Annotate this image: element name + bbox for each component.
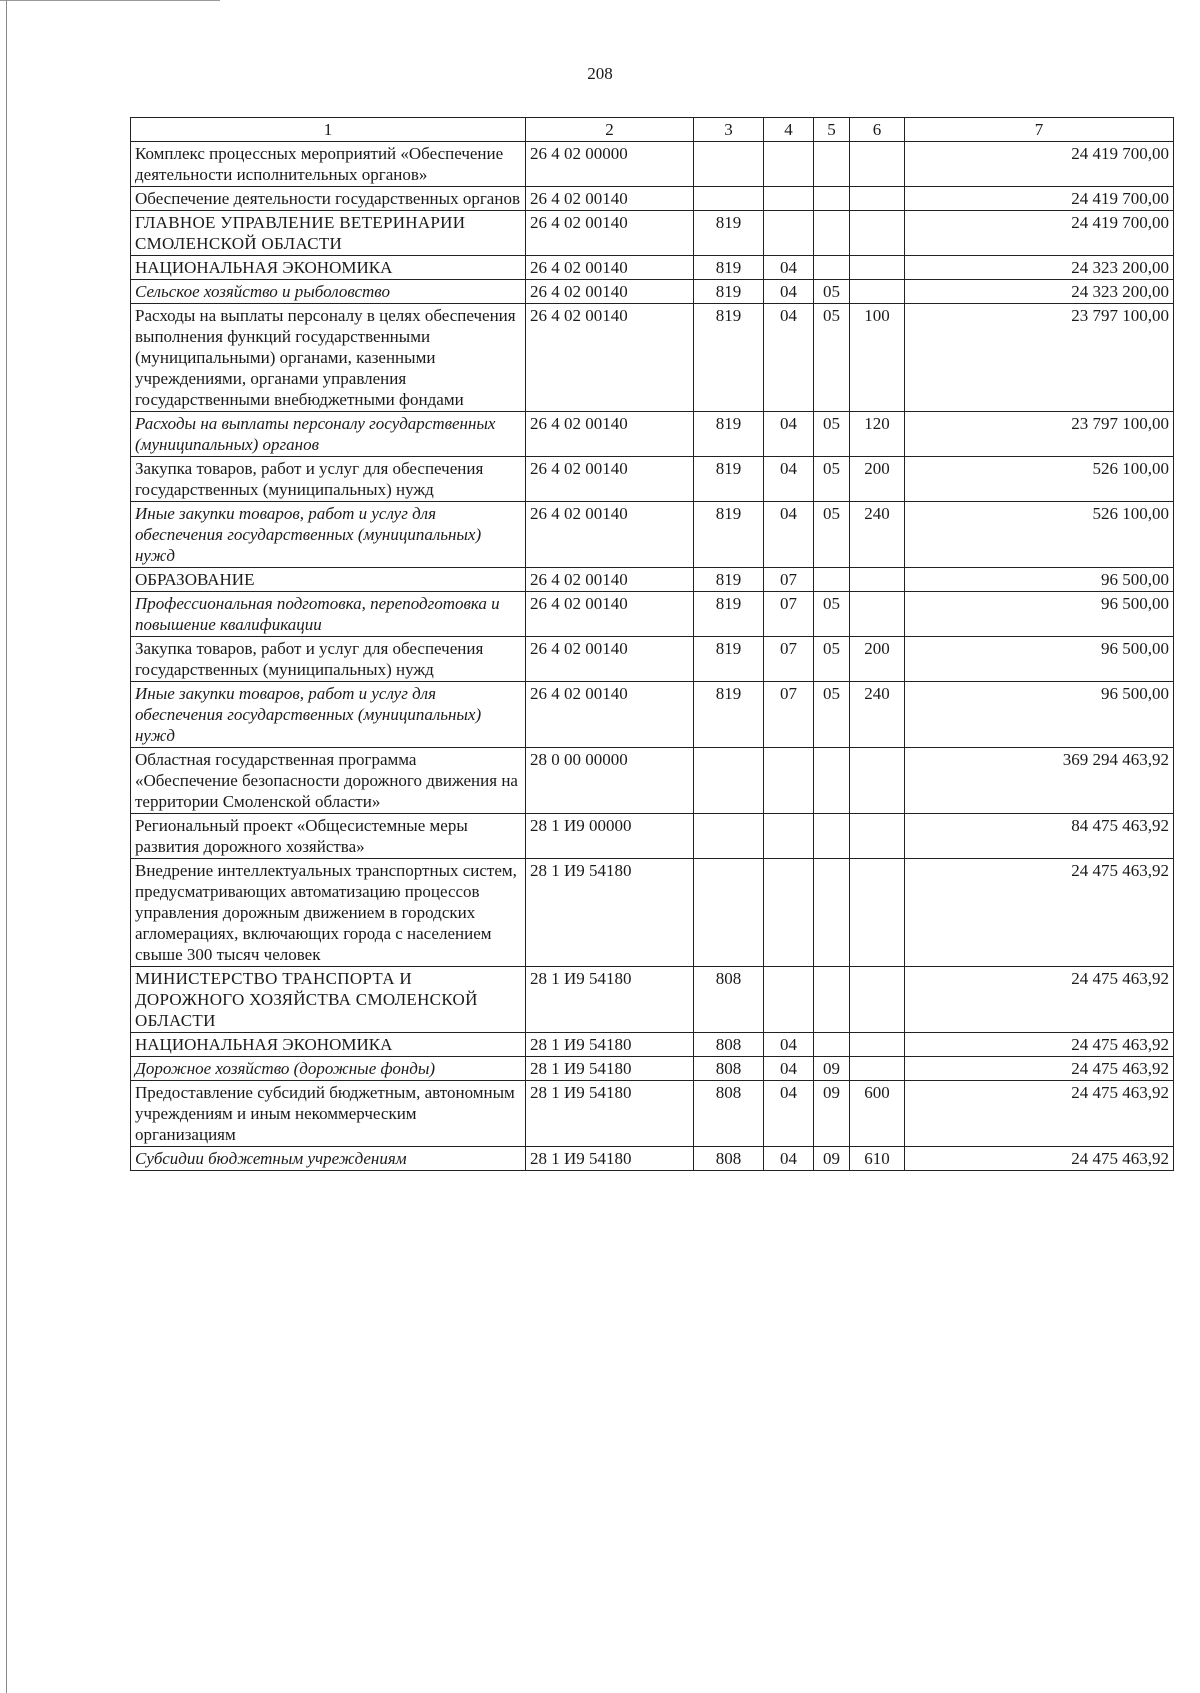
table-row (131, 859, 1174, 967)
row-amount-cell: 84 475 463,92 (905, 814, 1174, 859)
table-row (131, 967, 1174, 1033)
row-code-cell: 28 1 И9 54180 (526, 859, 694, 967)
row-subsection-cell (814, 814, 850, 859)
row-name-cell: Сельское хозяйство и рыболовство (131, 280, 526, 304)
row-amount-cell: 369 294 463,92 (905, 748, 1174, 814)
row-grbs-cell: 819 (694, 637, 764, 682)
row-code-cell: 26 4 02 00140 (526, 211, 694, 256)
row-grbs-cell: 819 (694, 457, 764, 502)
row-grbs-cell: 819 (694, 304, 764, 412)
row-section-cell: 07 (764, 568, 814, 592)
row-expense-type-cell (850, 142, 905, 187)
row-subsection-cell: 09 (814, 1081, 850, 1147)
row-code-cell: 26 4 02 00140 (526, 682, 694, 748)
row-expense-type-cell (850, 859, 905, 967)
row-expense-type-cell (850, 967, 905, 1033)
budget-table (130, 117, 1174, 1171)
row-expense-type-cell (850, 592, 905, 637)
row-subsection-cell: 05 (814, 412, 850, 457)
row-code-cell: 26 4 02 00140 (526, 256, 694, 280)
row-grbs-cell: 819 (694, 412, 764, 457)
row-section-cell: 07 (764, 682, 814, 748)
row-subsection-cell: 05 (814, 457, 850, 502)
row-name-cell: МИНИСТЕРСТВО ТРАНСПОРТА И ДОРОЖНОГО ХОЗЯЙСТВА СМОЛЕНСКОЙ ОБЛАСТИ (131, 967, 526, 1033)
row-amount-cell: 24 475 463,92 (905, 859, 1174, 967)
row-amount-cell: 24 475 463,92 (905, 1057, 1174, 1081)
row-expense-type-cell (850, 748, 905, 814)
row-subsection-cell: 09 (814, 1057, 850, 1081)
row-grbs-cell: 808 (694, 967, 764, 1033)
row-name-cell: Комплекс процессных мероприятий «Обеспечение деятельности исполнительных органов» (131, 142, 526, 187)
row-subsection-cell (814, 211, 850, 256)
row-amount-cell: 24 475 463,92 (905, 1081, 1174, 1147)
column-header-2: 2 (526, 118, 694, 142)
row-grbs-cell: 819 (694, 256, 764, 280)
row-section-cell: 04 (764, 1033, 814, 1057)
table-row (131, 1081, 1174, 1147)
row-code-cell: 28 0 00 00000 (526, 748, 694, 814)
row-grbs-cell: 808 (694, 1147, 764, 1171)
row-amount-cell: 24 323 200,00 (905, 280, 1174, 304)
row-subsection-cell: 05 (814, 502, 850, 568)
row-code-cell: 28 1 И9 54180 (526, 1057, 694, 1081)
row-expense-type-cell (850, 187, 905, 211)
row-section-cell: 04 (764, 412, 814, 457)
row-section-cell (764, 814, 814, 859)
table-row (131, 502, 1174, 568)
row-subsection-cell (814, 967, 850, 1033)
row-subsection-cell: 05 (814, 280, 850, 304)
row-code-cell: 26 4 02 00000 (526, 142, 694, 187)
table-row (131, 814, 1174, 859)
row-code-cell: 28 1 И9 54180 (526, 1081, 694, 1147)
budget-table-body (131, 142, 1174, 1171)
row-subsection-cell (814, 748, 850, 814)
row-grbs-cell: 819 (694, 592, 764, 637)
row-section-cell: 04 (764, 502, 814, 568)
row-section-cell (764, 859, 814, 967)
row-section-cell (764, 187, 814, 211)
row-grbs-cell (694, 814, 764, 859)
table-row (131, 1033, 1174, 1057)
table-row (131, 280, 1174, 304)
row-subsection-cell (814, 142, 850, 187)
row-code-cell: 26 4 02 00140 (526, 457, 694, 502)
row-expense-type-cell (850, 814, 905, 859)
row-amount-cell: 23 797 100,00 (905, 412, 1174, 457)
row-name-cell: Предоставление субсидий бюджетным, автономным учреждениям и иным некоммерческим организациям (131, 1081, 526, 1147)
row-amount-cell: 24 475 463,92 (905, 967, 1174, 1033)
column-header-6: 6 (850, 118, 905, 142)
table-row (131, 637, 1174, 682)
row-expense-type-cell: 240 (850, 682, 905, 748)
row-expense-type-cell: 200 (850, 457, 905, 502)
row-expense-type-cell (850, 568, 905, 592)
column-header-4: 4 (764, 118, 814, 142)
row-expense-type-cell (850, 211, 905, 256)
row-section-cell: 04 (764, 280, 814, 304)
row-expense-type-cell (850, 1057, 905, 1081)
column-header-3: 3 (694, 118, 764, 142)
row-grbs-cell (694, 187, 764, 211)
table-row (131, 142, 1174, 187)
row-expense-type-cell: 100 (850, 304, 905, 412)
row-code-cell: 28 1 И9 54180 (526, 1033, 694, 1057)
row-amount-cell: 526 100,00 (905, 502, 1174, 568)
row-code-cell: 26 4 02 00140 (526, 280, 694, 304)
row-section-cell: 04 (764, 1057, 814, 1081)
row-name-cell: Профессиональная подготовка, переподготовка и повышение квалификации (131, 592, 526, 637)
row-section-cell: 04 (764, 304, 814, 412)
row-section-cell: 04 (764, 256, 814, 280)
row-name-cell: Закупка товаров, работ и услуг для обеспечения государственных (муниципальных) нужд (131, 637, 526, 682)
row-name-cell: Обеспечение деятельности государственных органов (131, 187, 526, 211)
row-name-cell: Расходы на выплаты персоналу государственных (муниципальных) органов (131, 412, 526, 457)
row-subsection-cell: 05 (814, 682, 850, 748)
row-section-cell (764, 748, 814, 814)
row-grbs-cell (694, 142, 764, 187)
row-amount-cell: 24 419 700,00 (905, 187, 1174, 211)
row-code-cell: 26 4 02 00140 (526, 568, 694, 592)
row-subsection-cell: 05 (814, 592, 850, 637)
table-row (131, 1147, 1174, 1171)
row-expense-type-cell: 240 (850, 502, 905, 568)
row-name-cell: Расходы на выплаты персоналу в целях обеспечения выполнения функций государственными (муниципальными) органами, казенными учреждениями, органами управления государственными внебюджетными фондами (131, 304, 526, 412)
scan-edge-top (0, 0, 220, 1)
row-grbs-cell (694, 859, 764, 967)
row-grbs-cell: 819 (694, 568, 764, 592)
row-code-cell: 26 4 02 00140 (526, 412, 694, 457)
row-section-cell (764, 967, 814, 1033)
table-row (131, 187, 1174, 211)
row-section-cell: 04 (764, 1147, 814, 1171)
row-amount-cell: 24 419 700,00 (905, 142, 1174, 187)
table-row (131, 412, 1174, 457)
row-subsection-cell (814, 256, 850, 280)
row-grbs-cell: 819 (694, 211, 764, 256)
row-amount-cell: 96 500,00 (905, 637, 1174, 682)
row-grbs-cell: 819 (694, 280, 764, 304)
row-subsection-cell (814, 859, 850, 967)
row-amount-cell: 24 475 463,92 (905, 1147, 1174, 1171)
row-grbs-cell: 819 (694, 502, 764, 568)
row-name-cell: ГЛАВНОЕ УПРАВЛЕНИЕ ВЕТЕРИНАРИИ СМОЛЕНСКОЙ ОБЛАСТИ (131, 211, 526, 256)
row-name-cell: Закупка товаров, работ и услуг для обеспечения государственных (муниципальных) нужд (131, 457, 526, 502)
row-section-cell: 04 (764, 1081, 814, 1147)
row-expense-type-cell: 600 (850, 1081, 905, 1147)
row-amount-cell: 24 419 700,00 (905, 211, 1174, 256)
row-amount-cell: 23 797 100,00 (905, 304, 1174, 412)
table-row (131, 304, 1174, 412)
row-section-cell: 07 (764, 637, 814, 682)
row-grbs-cell: 808 (694, 1033, 764, 1057)
row-code-cell: 28 1 И9 54180 (526, 1147, 694, 1171)
row-section-cell (764, 211, 814, 256)
row-name-cell: Региональный проект «Общесистемные меры развития дорожного хозяйства» (131, 814, 526, 859)
row-grbs-cell (694, 748, 764, 814)
row-name-cell: НАЦИОНАЛЬНАЯ ЭКОНОМИКА (131, 1033, 526, 1057)
row-code-cell: 26 4 02 00140 (526, 592, 694, 637)
table-row (131, 457, 1174, 502)
row-subsection-cell (814, 187, 850, 211)
row-name-cell: Внедрение интеллектуальных транспортных систем, предусматривающих автоматизацию процессов управления дорожным движением в городских агломерациях, включающих города с населением свыше 300 тысяч человек (131, 859, 526, 967)
row-amount-cell: 96 500,00 (905, 568, 1174, 592)
row-code-cell: 26 4 02 00140 (526, 502, 694, 568)
table-row (131, 568, 1174, 592)
row-expense-type-cell: 610 (850, 1147, 905, 1171)
row-code-cell: 28 1 И9 00000 (526, 814, 694, 859)
row-grbs-cell: 808 (694, 1081, 764, 1147)
row-expense-type-cell: 200 (850, 637, 905, 682)
row-grbs-cell: 808 (694, 1057, 764, 1081)
table-row (131, 592, 1174, 637)
row-code-cell: 26 4 02 00140 (526, 187, 694, 211)
row-name-cell: Областная государственная программа «Обеспечение безопасности дорожного движения на территории Смоленской области» (131, 748, 526, 814)
row-expense-type-cell (850, 256, 905, 280)
column-header-7: 7 (905, 118, 1174, 142)
row-code-cell: 26 4 02 00140 (526, 637, 694, 682)
row-subsection-cell (814, 568, 850, 592)
row-subsection-cell: 05 (814, 304, 850, 412)
row-name-cell: ОБРАЗОВАНИЕ (131, 568, 526, 592)
column-header-1: 1 (131, 118, 526, 142)
row-amount-cell: 526 100,00 (905, 457, 1174, 502)
table-row (131, 748, 1174, 814)
row-subsection-cell: 09 (814, 1147, 850, 1171)
column-header-5: 5 (814, 118, 850, 142)
row-amount-cell: 24 323 200,00 (905, 256, 1174, 280)
table-row (131, 211, 1174, 256)
table-row (131, 1057, 1174, 1081)
row-name-cell: НАЦИОНАЛЬНАЯ ЭКОНОМИКА (131, 256, 526, 280)
row-section-cell: 04 (764, 457, 814, 502)
row-code-cell: 26 4 02 00140 (526, 304, 694, 412)
row-subsection-cell: 05 (814, 637, 850, 682)
row-code-cell: 28 1 И9 54180 (526, 967, 694, 1033)
scan-edge-left (6, 0, 7, 1693)
row-subsection-cell (814, 1033, 850, 1057)
row-amount-cell: 96 500,00 (905, 682, 1174, 748)
row-name-cell: Субсидии бюджетным учреждениям (131, 1147, 526, 1171)
row-expense-type-cell (850, 1033, 905, 1057)
row-section-cell: 07 (764, 592, 814, 637)
row-name-cell: Дорожное хозяйство (дорожные фонды) (131, 1057, 526, 1081)
row-expense-type-cell: 120 (850, 412, 905, 457)
row-amount-cell: 96 500,00 (905, 592, 1174, 637)
row-name-cell: Иные закупки товаров, работ и услуг для обеспечения государственных (муниципальных) нужд (131, 502, 526, 568)
row-expense-type-cell (850, 280, 905, 304)
page-number: 208 (587, 64, 613, 83)
row-grbs-cell: 819 (694, 682, 764, 748)
table-row (131, 256, 1174, 280)
row-section-cell (764, 142, 814, 187)
row-name-cell: Иные закупки товаров, работ и услуг для обеспечения государственных (муниципальных) нужд (131, 682, 526, 748)
row-amount-cell: 24 475 463,92 (905, 1033, 1174, 1057)
table-row (131, 682, 1174, 748)
header-row (131, 118, 1174, 142)
